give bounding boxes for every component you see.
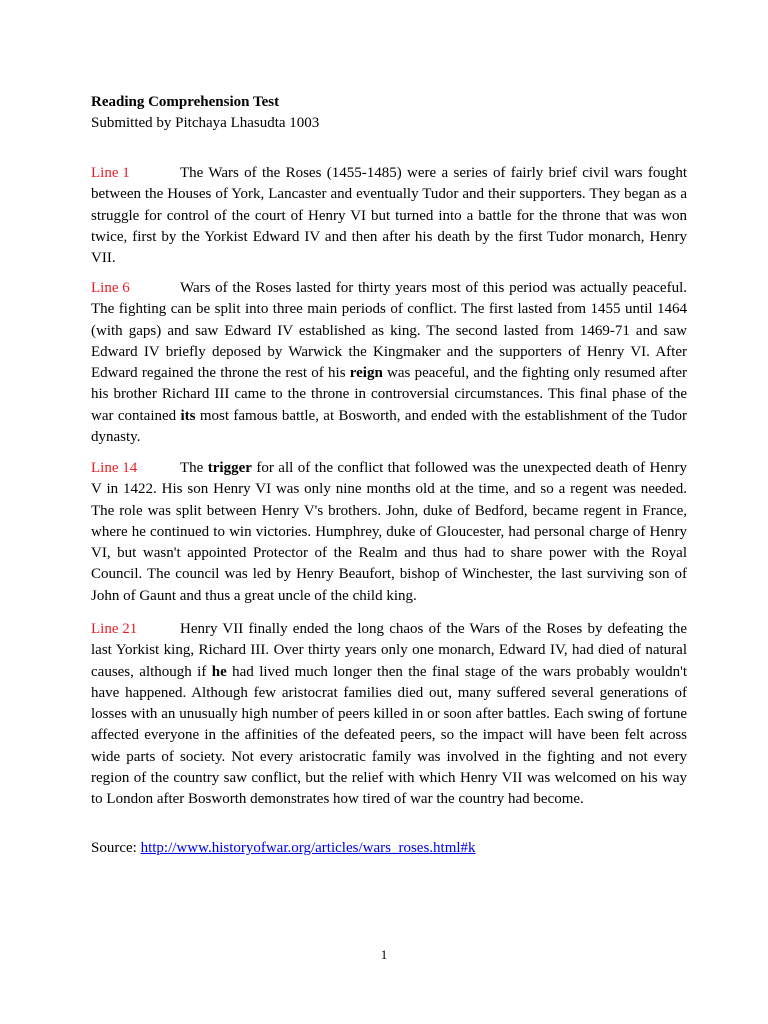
line-label: Line 21 (91, 621, 138, 637)
bold-keyword: trigger (207, 460, 252, 476)
text-segment: Henry VII finally ended the long chaos of the Wars of the Roses by defeating the last Yorkist king, Richard III. Over thirty years only one monarch, Edward IV, had died of natural causes, although if (91, 621, 687, 680)
line-label: Line 14 (91, 460, 138, 476)
paragraph-line-14 (91, 458, 687, 607)
document-header (91, 92, 691, 134)
text-segment: had lived much longer then the final stage of the wars probably wouldn't have happened. Although few aristocrat families died out, many suffered several generations of losses with an unusually high number of peers killed in or soon after battles. Each swing of fortune affected everyone in the affinities of the defeated peers, so the impact will have been felt across wide parts of society. Not every aristocratic family was involved in the fighting and not every region of the country saw conflict, but the relief with which Henry VII was welcomed on his way to London after Bosworth demonstrates how tired of war the country had become. (91, 663, 687, 808)
submitted-by-line: Submitted by Pitchaya Lhasudta 1003 (91, 115, 320, 131)
source-line (91, 838, 476, 859)
paragraph-text (91, 165, 687, 266)
bold-keyword: he (211, 663, 227, 680)
paragraph-text (91, 460, 687, 604)
bold-keyword: its (180, 407, 196, 424)
line-label: Line 1 (91, 165, 130, 181)
paragraph-text (91, 280, 687, 445)
text-segment: most famous battle, at Bosworth, and ended with the establishment of the Tudor dynasty. (91, 407, 687, 446)
paragraph-line-21 (91, 619, 687, 811)
text-segment: The Wars of the Roses (1455-1485) were a series of fairly brief civil wars fought between the Houses of York, Lancaster and eventually Tudor and their supporters. They began as a struggle for control of the court of Henry VI but turned into a battle for the throne that was won twice, first by the Yorkist Edward IV and then after his death by the first Tudor monarch, Henry VII. (91, 165, 687, 267)
document-title: Reading Comprehension Test (91, 94, 280, 110)
source-label: Source: (91, 840, 141, 856)
paragraph-text (91, 621, 687, 807)
paragraph-line-1 (91, 163, 687, 269)
text-segment: was peaceful, and the fighting only resumed after his brother Richard III came to the throne in controversial circumstances. This final phase of the war contained (91, 365, 687, 424)
bold-keyword: reign (349, 365, 383, 382)
text-segment: for all of the conflict that followed was the unexpected death of Henry V in 1422. His son Henry VI was only nine months old at the time, and so a regent was needed. The role was split between Henry V's brothers. John, duke of Bedford, became regent in France, where he continued to win victories. Humphrey, duke of Gloucester, had personal charge of Henry VI, but wasn't appointed Protector of the Realm and thus had to share power with the Royal Council. The council was led by Henry Beaufort, bishop of Winchester, the last surviving son of John of Gaunt and thus a great uncle of the child king. (91, 460, 687, 604)
text-segment: The (180, 460, 208, 476)
line-label: Line 6 (91, 280, 130, 296)
source-link[interactable]: http://www.historyofwar.org/articles/wars_roses.html#k (140, 840, 476, 856)
paragraph-line-6 (91, 278, 687, 448)
page-number: 1 (380, 947, 388, 962)
text-segment: Wars of the Roses lasted for thirty years most of this period was actually peaceful. The fighting can be split into three main periods of conflict. The first lasted from 1455 until 1464 (with gaps) and saw Edward IV established as king. The second lasted from 1469-71 and saw Edward IV briefly deposed by Warwick the Kingmaker and the supporters of Henry VI. After Edward regained the throne the rest of his (91, 280, 687, 382)
